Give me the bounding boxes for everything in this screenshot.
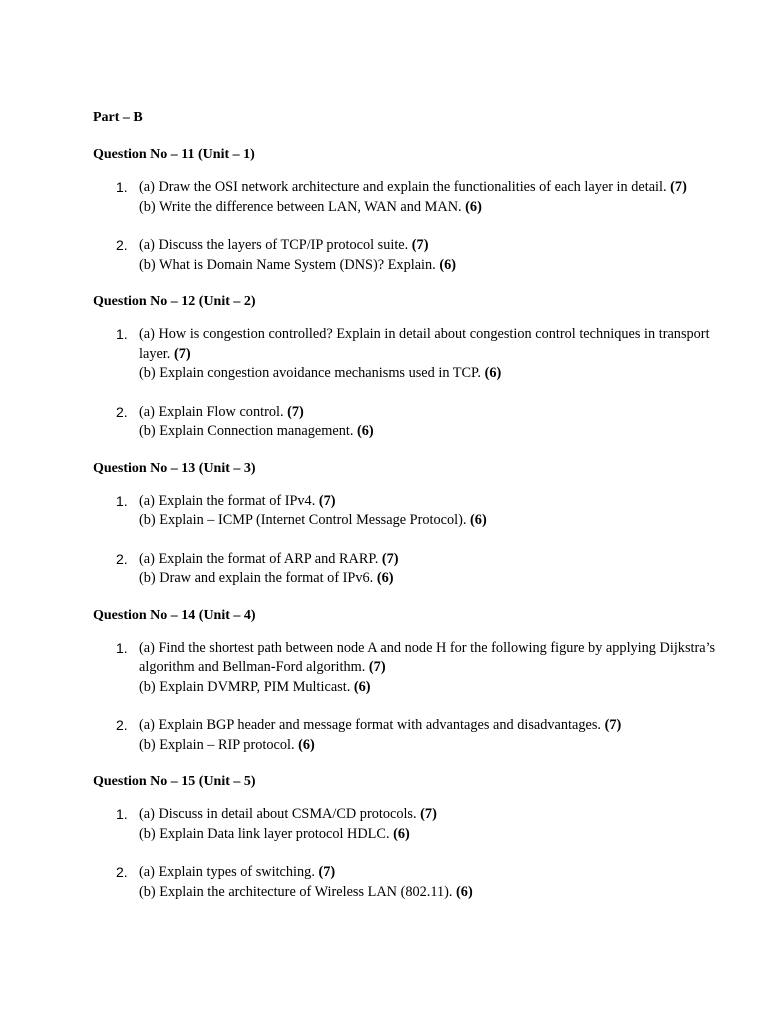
sub-question-a-text: (a) Discuss in detail about CSMA/CD protocols.	[139, 806, 417, 822]
question-item	[93, 863, 733, 902]
question-number: 1.	[116, 639, 128, 656]
sub-question-a-marks: (7)	[368, 659, 386, 675]
sub-question-b-marks: (6)	[470, 512, 487, 528]
question-item	[93, 325, 733, 384]
question-number: 1.	[116, 179, 128, 195]
question-number: 1.	[116, 326, 128, 342]
question-heading: Question No – 15 (Unit – 5)	[93, 774, 256, 789]
sub-question-a-text: (a) Explain the format of ARP and RARP.	[139, 550, 379, 567]
sub-question-a-text: (a) Explain Flow control.	[139, 403, 284, 420]
sub-question-a	[139, 178, 733, 198]
sub-question-a	[139, 863, 733, 883]
question-number: 2.	[116, 717, 128, 733]
sub-question-a-marks: (7)	[420, 806, 437, 822]
sub-question-a	[139, 403, 733, 423]
question-block	[93, 606, 733, 756]
sub-question-a-marks: (7)	[318, 492, 336, 509]
question-number: 2.	[116, 403, 128, 420]
sub-question-b	[139, 198, 733, 218]
question-block	[93, 145, 733, 275]
question-block	[93, 772, 733, 902]
sub-question-b-text: (b) Explain – ICMP (Internet Control Message Protocol).	[139, 512, 467, 528]
question-item	[93, 716, 733, 755]
sub-question-b-text: (b) Explain the architecture of Wireless LAN (802.11).	[139, 883, 453, 900]
sub-question-a-text: (a) Find the shortest path between node A and node H for the following figure by applying Dijkstra’s algorithm and Bellman-Ford algorithm.	[139, 639, 716, 675]
sub-question-a-marks: (7)	[670, 179, 687, 195]
sub-question-a	[139, 639, 733, 678]
question-heading: Question No – 12 (Unit – 2)	[93, 294, 256, 309]
sub-question-a	[139, 236, 733, 256]
sub-question-a-marks: (7)	[318, 864, 336, 880]
sub-question-b-marks: (6)	[353, 678, 371, 695]
sub-question-a-text: (a) Discuss the layers of TCP/IP protocol suite.	[139, 237, 409, 253]
question-item	[93, 550, 733, 589]
sub-question-b	[139, 883, 733, 903]
sub-question-b-text: (b) Explain – RIP protocol.	[139, 736, 295, 753]
sub-question-b-marks: (6)	[439, 256, 456, 273]
sub-question-b-text: (b) Explain congestion avoidance mechanisms used in TCP.	[139, 365, 482, 381]
question-block	[93, 292, 733, 442]
sub-question-b	[139, 825, 733, 845]
sub-question-a-marks: (7)	[381, 550, 399, 567]
sub-question-a-text: (a) Explain BGP header and message format with advantages and disadvantages.	[139, 717, 601, 733]
sub-question-b	[139, 736, 733, 756]
sub-question-b	[139, 422, 733, 442]
question-heading: Question No – 11 (Unit – 1)	[93, 147, 255, 162]
sub-question-b-text: (b) Explain Connection management.	[139, 423, 354, 439]
question-heading: Question No – 13 (Unit – 3)	[93, 460, 256, 476]
sub-question-b	[139, 364, 733, 384]
question-item	[93, 236, 733, 275]
part-title: Part – B	[93, 110, 143, 125]
sub-question-b-marks: (6)	[298, 736, 315, 753]
question-number: 2.	[116, 550, 128, 567]
sub-question-b-marks: (6)	[356, 423, 374, 439]
sub-question-a	[139, 805, 733, 825]
sub-question-a	[139, 325, 733, 364]
sub-question-a-text: (a) How is congestion controlled? Explain in detail about congestion control techniques in transport layer.	[139, 326, 710, 362]
question-item	[93, 492, 733, 531]
question-item	[93, 403, 733, 442]
sub-question-a-marks: (7)	[173, 345, 191, 362]
question-item	[93, 805, 733, 844]
sub-question-b-marks: (6)	[465, 198, 482, 215]
sub-question-b-marks: (6)	[456, 883, 473, 900]
sub-question-a-marks: (7)	[411, 237, 429, 253]
sub-question-b-text: (b) Draw and explain the format of IPv6.	[139, 570, 374, 586]
document-page	[93, 108, 733, 919]
sub-question-a	[139, 492, 733, 512]
question-block	[93, 459, 733, 589]
sub-question-a-text: (a) Draw the OSI network architecture and explain the functionalities of each layer in detail.	[139, 179, 667, 195]
question-number: 1.	[116, 806, 128, 822]
sub-question-b	[139, 569, 733, 589]
sub-question-a	[139, 550, 733, 570]
question-number: 2.	[116, 237, 128, 253]
sub-question-a-marks: (7)	[287, 403, 304, 420]
question-item	[93, 178, 733, 217]
sub-question-b-marks: (6)	[393, 825, 410, 842]
sub-question-b-text: (b) Explain DVMRP, PIM Multicast.	[139, 678, 351, 695]
sub-question-b	[139, 511, 733, 531]
sub-question-a	[139, 716, 733, 736]
sub-question-b-marks: (6)	[376, 570, 394, 586]
question-number: 2.	[116, 864, 128, 880]
sub-question-b	[139, 678, 733, 698]
sub-question-b	[139, 256, 733, 276]
sub-question-b-marks: (6)	[484, 365, 502, 381]
question-number: 1.	[116, 492, 128, 509]
sub-question-a-marks: (7)	[604, 717, 622, 733]
sub-question-b-text: (b) Explain Data link layer protocol HDLC.	[139, 825, 390, 842]
sub-question-b-text: (b) What is Domain Name System (DNS)? Explain.	[139, 256, 436, 273]
questions-container	[93, 145, 733, 902]
sub-question-b-text: (b) Write the difference between LAN, WAN and MAN.	[139, 198, 462, 215]
question-item	[93, 639, 733, 698]
sub-question-a-text: (a) Explain types of switching.	[139, 864, 315, 880]
sub-question-a-text: (a) Explain the format of IPv4.	[139, 492, 316, 509]
question-heading: Question No – 14 (Unit – 4)	[93, 607, 256, 623]
